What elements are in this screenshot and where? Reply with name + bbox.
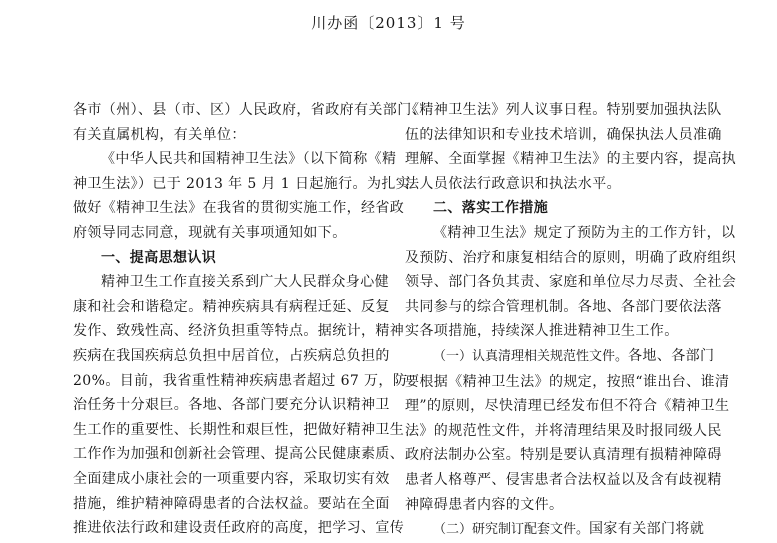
body-line: 推进依法行政和建设责任政府的高度，把学习、宣传 bbox=[73, 520, 405, 537]
section-heading-2: 二、落实工作措施 bbox=[433, 200, 549, 217]
body-line: 《精神卫生法》规定了预防为主的工作方针，以 bbox=[433, 224, 736, 241]
intro-line: 府领导同志同意，现就有关事项通知如下。 bbox=[73, 224, 347, 241]
body-line: 领导、部门各负其责、家庭和单位尽力尽责、全社会 bbox=[405, 274, 737, 291]
body-line: 全面建成小康社会的一项重要内容，采取切实有效 bbox=[73, 470, 390, 487]
body-line: 措施，维护精神障碍患者的合法权益。要站在全面 bbox=[73, 495, 390, 512]
body-line: 康和社会和谐稳定。精神疾病具有病程迁延、反复 bbox=[73, 298, 390, 315]
body-line: 精神卫生工作直接关系到广大人民群众身心健 bbox=[101, 274, 389, 291]
section-heading-1: 一、提高思想认识 bbox=[101, 249, 217, 266]
body-line: 理解、全面掌握《精神卫生法》的主要内容，提高执 bbox=[405, 151, 737, 168]
subsection-line bbox=[405, 344, 723, 370]
body-line: 工作作为加强和创新社会管理、提高公民健康素质、 bbox=[73, 446, 405, 463]
subsection-text: 国家有关部门将就 bbox=[589, 521, 705, 538]
body-line: 疾病在我国疾病总负担中居首位，占疾病总负担的 bbox=[73, 347, 390, 364]
intro-line: 做好《精神卫生法》在我省的贯彻实施工作，经省政 bbox=[73, 200, 405, 217]
right-column bbox=[405, 98, 737, 543]
addressee-line: 有关直属机构，有关单位： bbox=[73, 126, 246, 143]
subsection-text: 各地、各部门 bbox=[628, 347, 715, 364]
body-line: 神障碍患者内容的文件。 bbox=[405, 496, 564, 513]
body-line: 要根据《精神卫生法》的规定，按照“谁出台、谁清 bbox=[405, 373, 730, 390]
body-line: 伍的法律知识和专业技术培训，确保执法人员准确 bbox=[405, 126, 722, 143]
body-line: 法》的规范性文件，并将清理结果及时报同级人民 bbox=[405, 422, 722, 439]
body-line: 政府法制办公室。特别是要认真清理有损精神障碍 bbox=[405, 447, 722, 464]
intro-line: 神卫生法》）已于 2013 年 5 月 1 日起施行。为扎实 bbox=[73, 175, 411, 192]
body-line: 治任务十分艰巨。各地、各部门要充分认识精神卫 bbox=[73, 397, 390, 414]
body-line: 发作、致残性高、经济负担重等特点。据统计，精神 bbox=[73, 323, 405, 340]
left-column bbox=[73, 98, 426, 541]
body-line: 理”的原则，尽快清理已经发布但不符合《精神卫生 bbox=[405, 398, 730, 415]
subsection-label-1: （一）认真清理相关规范性文件。 bbox=[433, 348, 629, 364]
subsection-line bbox=[405, 517, 723, 543]
body-line: 共同参与的综合管理机制。各地、各部门要依法落 bbox=[405, 298, 722, 315]
addressee-line: 各市（州）、县（市、区）人民政府，省政府有关部门、 bbox=[73, 102, 426, 118]
body-line: 20%。目前，我省重性精神疾病患者超过 67 万，防 bbox=[73, 372, 408, 389]
body-line: 患者人格尊严、侵害患者合法权益以及含有歧视精 bbox=[405, 471, 722, 488]
document-number: 川办函〔2013〕1 号 bbox=[311, 14, 466, 32]
body-line: 实各项措施，持续深人推进精神卫生工作。 bbox=[405, 323, 679, 340]
body-line: 生工作的重要性、长期性和艰巨性，把做好精神卫生 bbox=[73, 421, 405, 438]
subsection-label-2: （二）研究制订配套文件。 bbox=[433, 522, 590, 538]
body-line: 《精神卫生法》列人议事日程。特别要加强执法队 bbox=[405, 102, 722, 118]
body-line: 法人员依法行政意识和执法水平。 bbox=[405, 175, 621, 192]
body-line: 及预防、治疗和康复相结合的原则，明确了政府组织 bbox=[405, 249, 737, 266]
intro-line: 《中华人民共和国精神卫生法》（以下简称《精 bbox=[101, 151, 397, 168]
